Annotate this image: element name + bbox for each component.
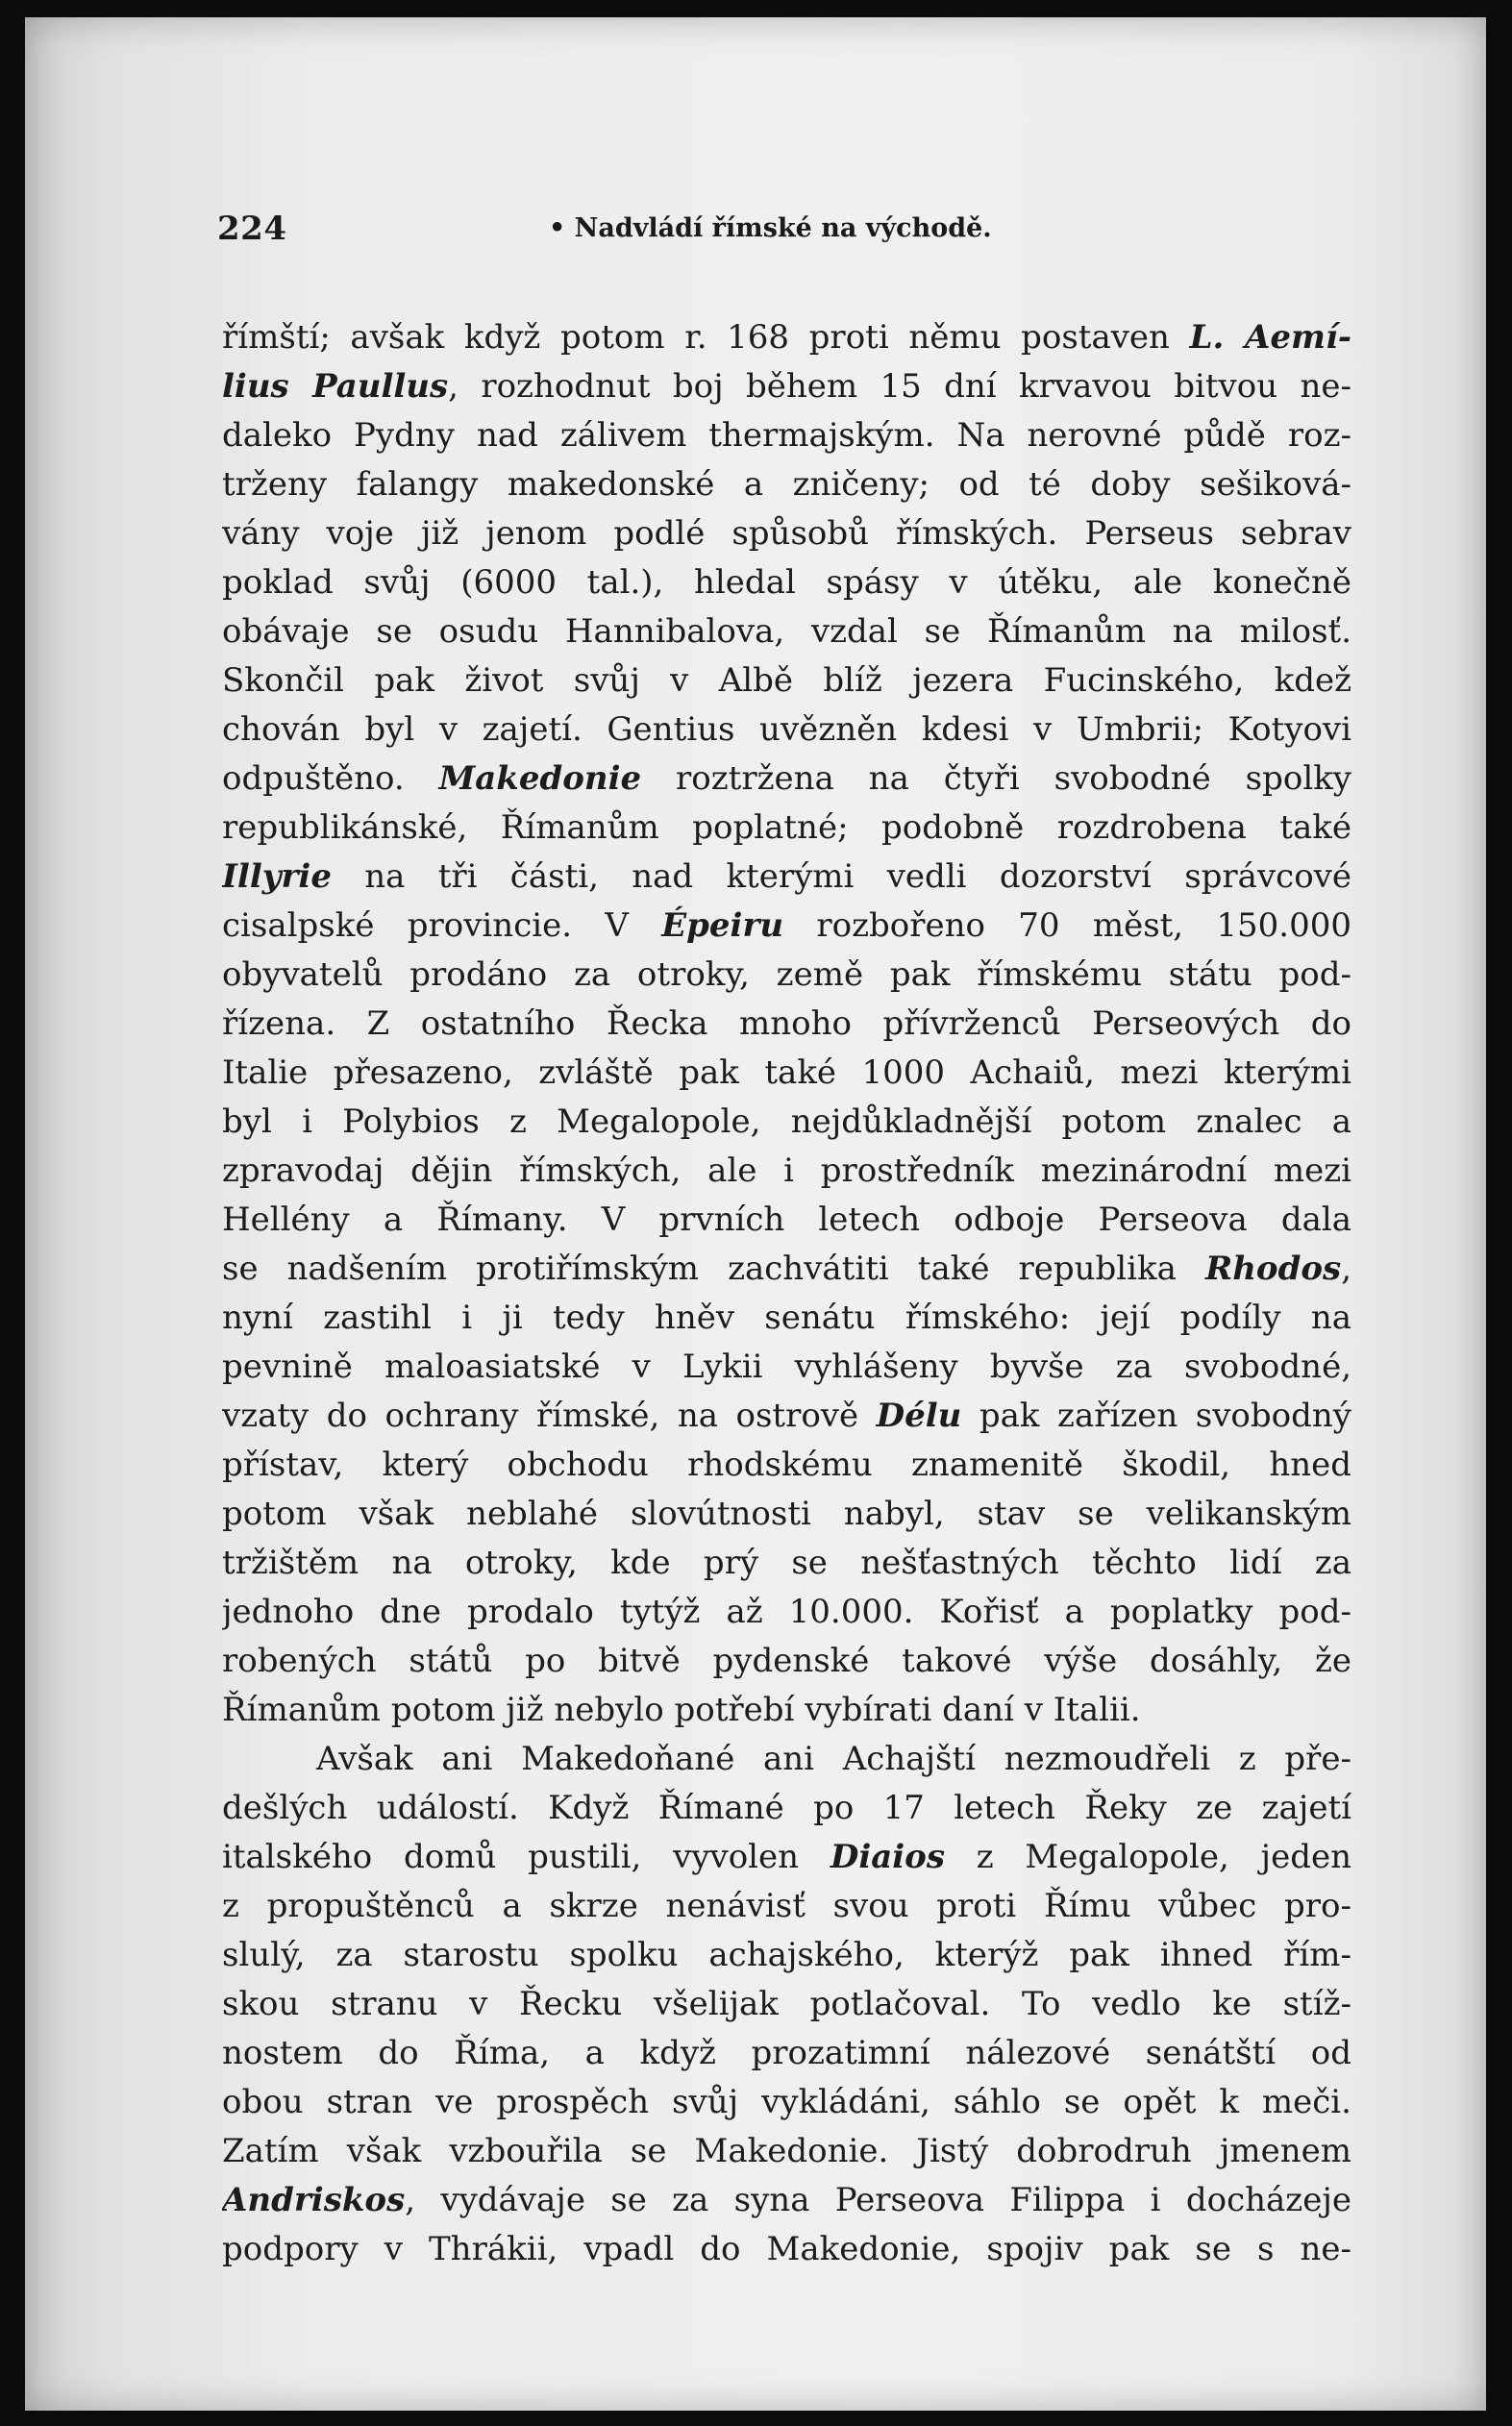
text-line bbox=[222, 755, 1351, 804]
text-run: pevnině maloasiatské v Lykii vyhlášeny byvše za svobodné, bbox=[222, 1348, 1351, 1386]
italic-term: Makedonie bbox=[438, 759, 642, 798]
text-run: z propuštěnců a skrze nenávisť svou proti Římu vůbec pro- bbox=[222, 1887, 1351, 1925]
text-run: nyní zastihl i ji tedy hněv senátu římského: její podíly na bbox=[222, 1299, 1351, 1337]
text-line bbox=[222, 1098, 1351, 1147]
text-line bbox=[222, 2176, 1351, 2225]
text-line bbox=[222, 1637, 1351, 1686]
text-run: nostem do Říma, a když prozatimní nálezové senátští od bbox=[222, 2034, 1351, 2072]
text-run: dešlých událostí. Když Římané po 17 letech Řeky ze zajetí bbox=[222, 1789, 1351, 1827]
italic-term: L. Aemí- bbox=[1189, 318, 1351, 357]
text-run: odpuštěno. bbox=[222, 759, 439, 798]
text-run: Hellény a Římany. V prvních letech odboje Perseova dala bbox=[222, 1201, 1351, 1239]
text-run: skou stranu v Řecku všelijak potlačoval. To vedlo ke stíž- bbox=[222, 1985, 1351, 2023]
text-line bbox=[222, 2127, 1351, 2176]
running-head: • Nadvládí římské na východě. bbox=[549, 213, 992, 243]
italic-term: Rhodos bbox=[1204, 1250, 1342, 1288]
text-line bbox=[222, 951, 1351, 1000]
text-line bbox=[222, 1000, 1351, 1049]
text-line bbox=[222, 1980, 1351, 2029]
text-line bbox=[222, 558, 1351, 607]
text-line bbox=[222, 362, 1351, 411]
page-number: 224 bbox=[217, 210, 287, 248]
text-line bbox=[222, 1686, 1351, 1735]
text-run: , vydávaje se za syna Perseova Filippa i docházeje bbox=[405, 2181, 1351, 2219]
text-line bbox=[222, 1441, 1351, 1490]
italic-term: Épeiru bbox=[661, 906, 784, 945]
text-line bbox=[222, 1392, 1351, 1441]
text-run: chován byl v zajetí. Gentius uvězněn kdesi v Umbrii; Kotyovi bbox=[222, 710, 1351, 749]
text-line bbox=[222, 607, 1351, 656]
text-line bbox=[222, 804, 1351, 853]
text-run: římští; avšak když potom r. 168 proti němu postaven bbox=[222, 318, 1190, 357]
text-line bbox=[222, 1588, 1351, 1637]
text-run: trženy falangy makedonské a zničeny; od té doby sešiková- bbox=[222, 465, 1351, 504]
text-run: Avšak ani Makedoňané ani Achajští nezmoudřeli z pře- bbox=[316, 1740, 1351, 1778]
text-run: rozbořeno 70 měst, 150.000 bbox=[783, 906, 1351, 945]
text-run: obyvatelů prodáno za otroky, země pak římskému státu pod- bbox=[222, 955, 1351, 994]
text-line bbox=[222, 2078, 1351, 2127]
text-run: poklad svůj (6000 tal.), hledal spásy v útěku, ale konečně bbox=[222, 563, 1351, 602]
text-run: podpory v Thrákii, vpadl do Makedonie, spojiv pak se s ne- bbox=[222, 2230, 1351, 2268]
text-line bbox=[222, 1539, 1351, 1588]
text-line bbox=[222, 1784, 1351, 1833]
text-line bbox=[222, 706, 1351, 755]
text-line bbox=[222, 2029, 1351, 2078]
text-run: Italie přesazeno, zvláště pak také 1000 Achaiů, mezi kterými bbox=[222, 1053, 1351, 1092]
text-line bbox=[222, 1735, 1351, 1784]
text-run: obávaje se osudu Hannibalova, vzdal se Římanům na milosť. bbox=[222, 612, 1351, 651]
text-run: roztržena na čtyři svobodné spolky bbox=[641, 759, 1351, 798]
text-line bbox=[222, 509, 1351, 558]
text-line bbox=[222, 853, 1351, 902]
text-run: vzaty do ochrany římské, na ostrově bbox=[222, 1397, 877, 1435]
text-line bbox=[222, 1343, 1351, 1392]
italic-term: lius Paullus bbox=[222, 367, 449, 406]
text-run: Zatím však vzbouřila se Makedonie. Jistý dobrodruh jmenem bbox=[222, 2132, 1351, 2170]
text-run: řízena. Z ostatního Řecka mnoho přívrženců Perseových do bbox=[222, 1004, 1351, 1043]
page-header bbox=[217, 210, 1371, 267]
text-line bbox=[222, 902, 1351, 951]
text-line bbox=[222, 1882, 1351, 1931]
text-run: , bbox=[1341, 1250, 1351, 1288]
text-run: z Megalopole, jeden bbox=[945, 1838, 1351, 1876]
body-text bbox=[222, 313, 1351, 2274]
text-run: přístav, který obchodu rhodskému znamenitě škodil, hned bbox=[222, 1446, 1351, 1484]
italic-term: Délu bbox=[876, 1397, 962, 1435]
text-line bbox=[222, 1049, 1351, 1098]
text-run: Římanům potom již nebylo potřebí vybírati daní v Italii. bbox=[222, 1691, 1141, 1729]
text-run: obou stran ve prospěch svůj vykládáni, sáhlo se opět k meči. bbox=[222, 2083, 1351, 2121]
text-run: se nadšením protiřímským zachvátiti také republika bbox=[222, 1250, 1205, 1288]
italic-term: Andriskos bbox=[222, 2181, 406, 2219]
text-run: vány voje již jenom podlé spůsobů římských. Perseus sebrav bbox=[222, 514, 1351, 553]
text-line bbox=[222, 1245, 1351, 1294]
text-run: potom však neblahé slovútnosti nabyl, stav se velikanským bbox=[222, 1495, 1351, 1533]
text-run: Skončil pak život svůj v Albě blíž jezera Fucinského, kdež bbox=[222, 661, 1351, 700]
text-run: pak zařízen svobodný bbox=[961, 1397, 1351, 1435]
text-line bbox=[222, 411, 1351, 460]
text-run: jednoho dne prodalo tytýž až 10.000. Kořisť a poplatky pod- bbox=[222, 1593, 1351, 1631]
text-line bbox=[222, 656, 1351, 706]
text-line bbox=[222, 1196, 1351, 1245]
book-page bbox=[25, 17, 1486, 2411]
text-line bbox=[222, 313, 1351, 362]
text-line bbox=[222, 1147, 1351, 1196]
text-run: slulý, za starostu spolku achajského, kterýž pak ihned řím- bbox=[222, 1936, 1351, 1974]
text-run: byl i Polybios z Megalopole, nejdůkladnější potom znalec a bbox=[222, 1102, 1351, 1141]
italic-term: Diaios bbox=[830, 1838, 945, 1876]
italic-term: Illyrie bbox=[222, 857, 332, 896]
text-run: zpravodaj dějin římských, ale i prostředník mezinárodní mezi bbox=[222, 1151, 1351, 1190]
text-run: cisalpské provincie. V bbox=[222, 906, 662, 945]
text-line bbox=[222, 1294, 1351, 1343]
text-run: robených států po bitvě pydenské takové výše dosáhly, že bbox=[222, 1642, 1351, 1680]
text-run: na tři části, nad kterými vedli dozorství správcové bbox=[331, 857, 1351, 896]
text-run: republikánské, Římanům poplatné; podobně rozdrobena také bbox=[222, 808, 1351, 847]
text-run: tržištěm na otroky, kde prý se nešťastných těchto lidí za bbox=[222, 1544, 1351, 1582]
text-line bbox=[222, 460, 1351, 509]
text-line bbox=[222, 1931, 1351, 1980]
text-run: , rozhodnut boj během 15 dní krvavou bitvou ne- bbox=[448, 367, 1351, 406]
text-line bbox=[222, 1490, 1351, 1539]
text-run: daleko Pydny nad zálivem thermajským. Na nerovné půdě roz- bbox=[222, 416, 1351, 455]
text-run: italského domů pustili, vyvolen bbox=[222, 1838, 830, 1876]
text-line bbox=[222, 1833, 1351, 1882]
text-line bbox=[222, 2225, 1351, 2274]
